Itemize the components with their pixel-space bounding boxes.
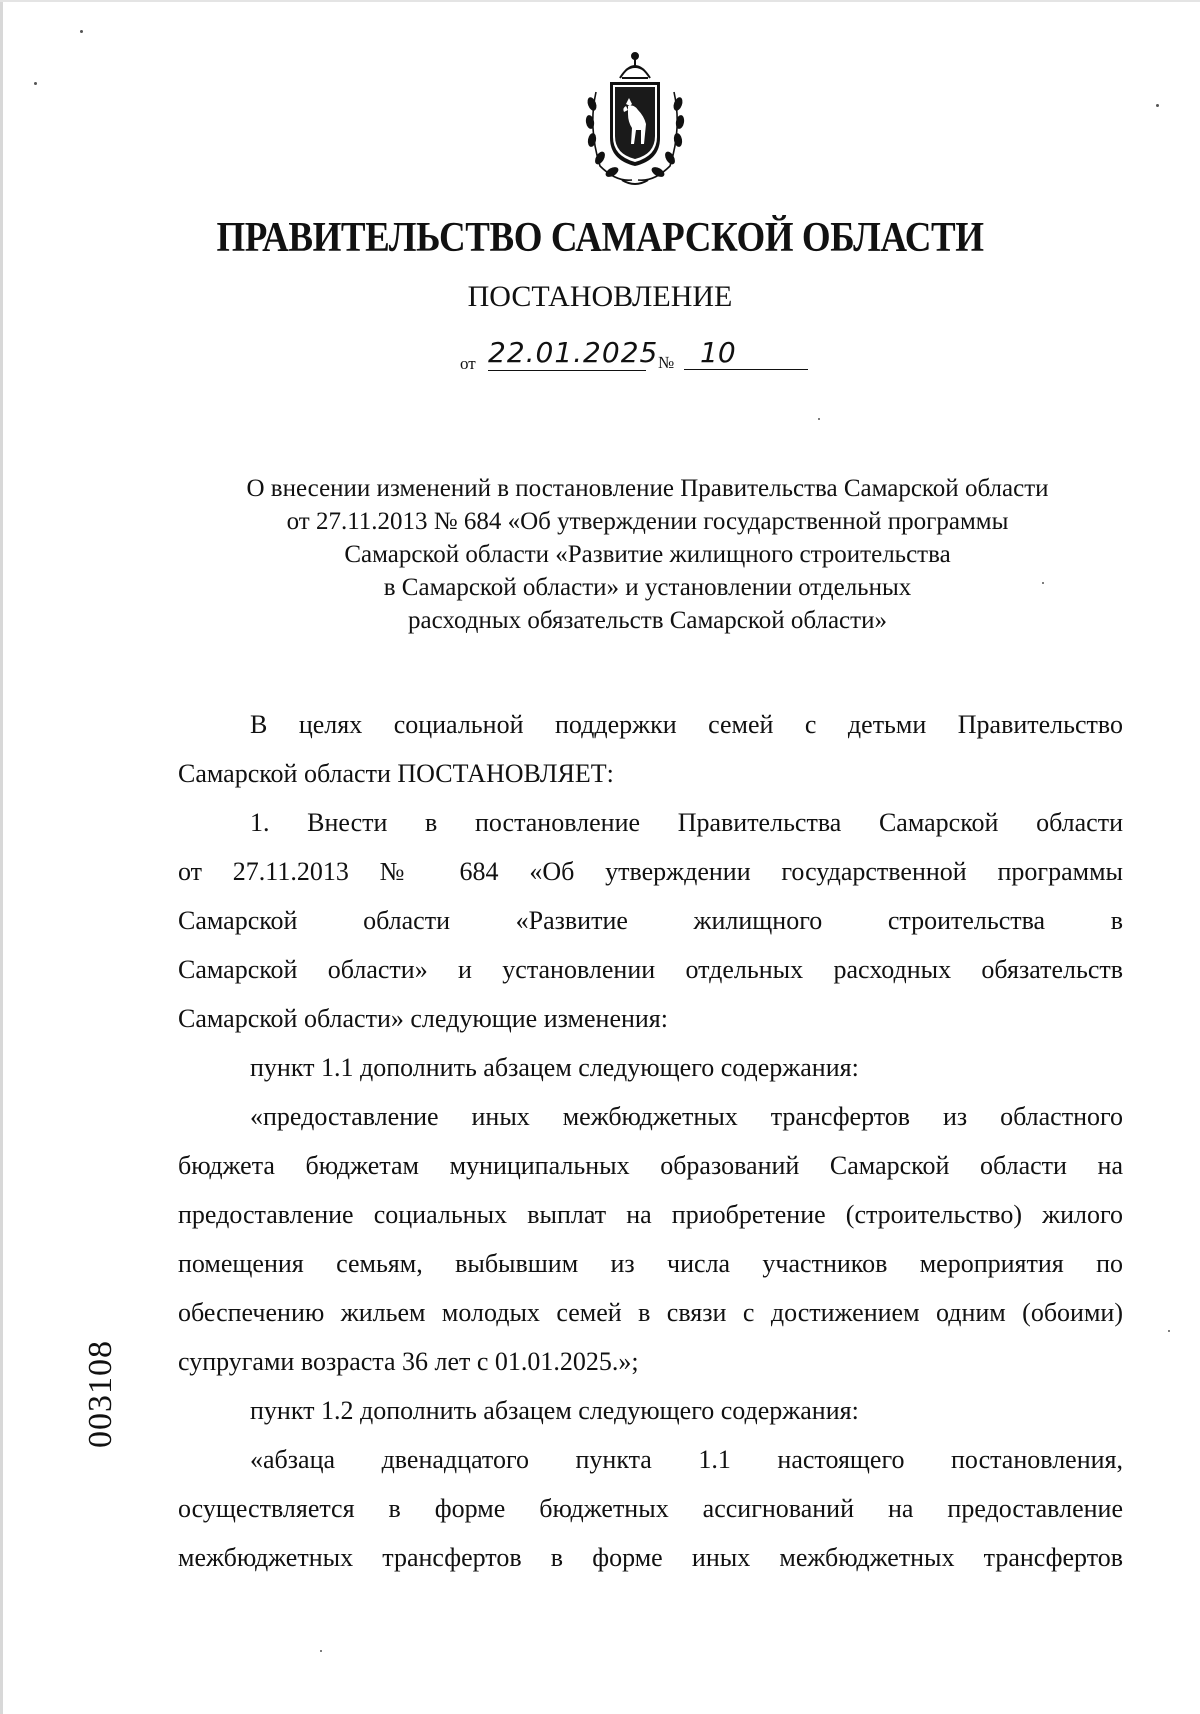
body-line: супругами возраста 36 лет с 01.01.2025.»; [178,1347,639,1376]
body-line: Самарской области «Развитие жилищного строительства в [178,906,1123,935]
document-subject [120,472,1175,637]
body-line: пункт 1.1 дополнить абзацем следующего содержания: [250,1053,859,1082]
document-number: 10 [684,340,808,370]
body-line: Самарской области» и установлении отдельных расходных обязательств [178,955,1123,984]
scan-edge [0,0,3,1714]
scan-speck [1042,582,1044,584]
body-line: предоставление социальных выплат на приобретение (строительство) жилого [178,1200,1123,1229]
subject-line: в Самарской области» и установлении отдельных [383,574,912,601]
body-line: обеспечению жильем молодых семей в связи с достижением одним (обоими) [178,1298,1123,1327]
date-prefix: от [460,354,476,373]
body-line: «предоставление иных межбюджетных трансфертов из областного [250,1102,1123,1131]
body-line: «абзаца двенадцатого пункта 1.1 настоящего постановления, [250,1445,1123,1474]
subject-line: О внесении изменений в постановление Правительства Самарской области [246,475,1049,502]
subject-line: от 27.11.2013 № 684 «Об утверждении государственной программы [286,508,1009,535]
body-line: 1. Внести в постановление Правительства Самарской области [250,808,1123,837]
scan-edge-top [0,0,1200,2]
body-line: помещения семьям, выбывшим из числа участников мероприятия по [178,1249,1123,1278]
body-line: В целях социальной поддержки семей с детьми Правительство [250,710,1123,739]
scan-speck [80,30,83,33]
document-type: ПОСТАНОВЛЕНИЕ [467,280,733,313]
body-line: осуществляется в форме бюджетных ассигнований на предоставление [178,1494,1123,1523]
scan-speck [818,418,820,420]
scan-speck [1156,104,1159,107]
margin-serial-number: 003108 [82,1340,119,1448]
document-body [178,700,1123,1582]
subject-line: Самарской области «Развитие жилищного строительства [344,541,951,568]
scan-speck [34,82,37,85]
scan-speck [1168,1330,1170,1332]
body-line: Самарской области» следующие изменения: [178,1004,668,1033]
coat-of-arms-emblem [582,48,688,190]
body-line: межбюджетных трансфертов в форме иных межбюджетных трансфертов [178,1543,1123,1572]
body-line: бюджета бюджетам муниципальных образований Самарской области на [178,1151,1123,1180]
body-line: пункт 1.2 дополнить абзацем следующего содержания: [250,1396,859,1425]
body-line: от 27.11.2013 № 684 «Об утверждении государственной программы [178,857,1123,886]
scan-speck [320,1650,322,1652]
subject-line: расходных обязательств Самарской области» [408,607,887,634]
number-sign: № [658,353,675,372]
organization-title: ПРАВИТЕЛЬСТВО САМАРСКОЙ ОБЛАСТИ [216,215,984,261]
document-date: 22.01.2025 [488,336,659,369]
date-number-line [460,336,860,380]
body-line: Самарской области ПОСТАНОВЛЯЕТ: [178,759,614,788]
